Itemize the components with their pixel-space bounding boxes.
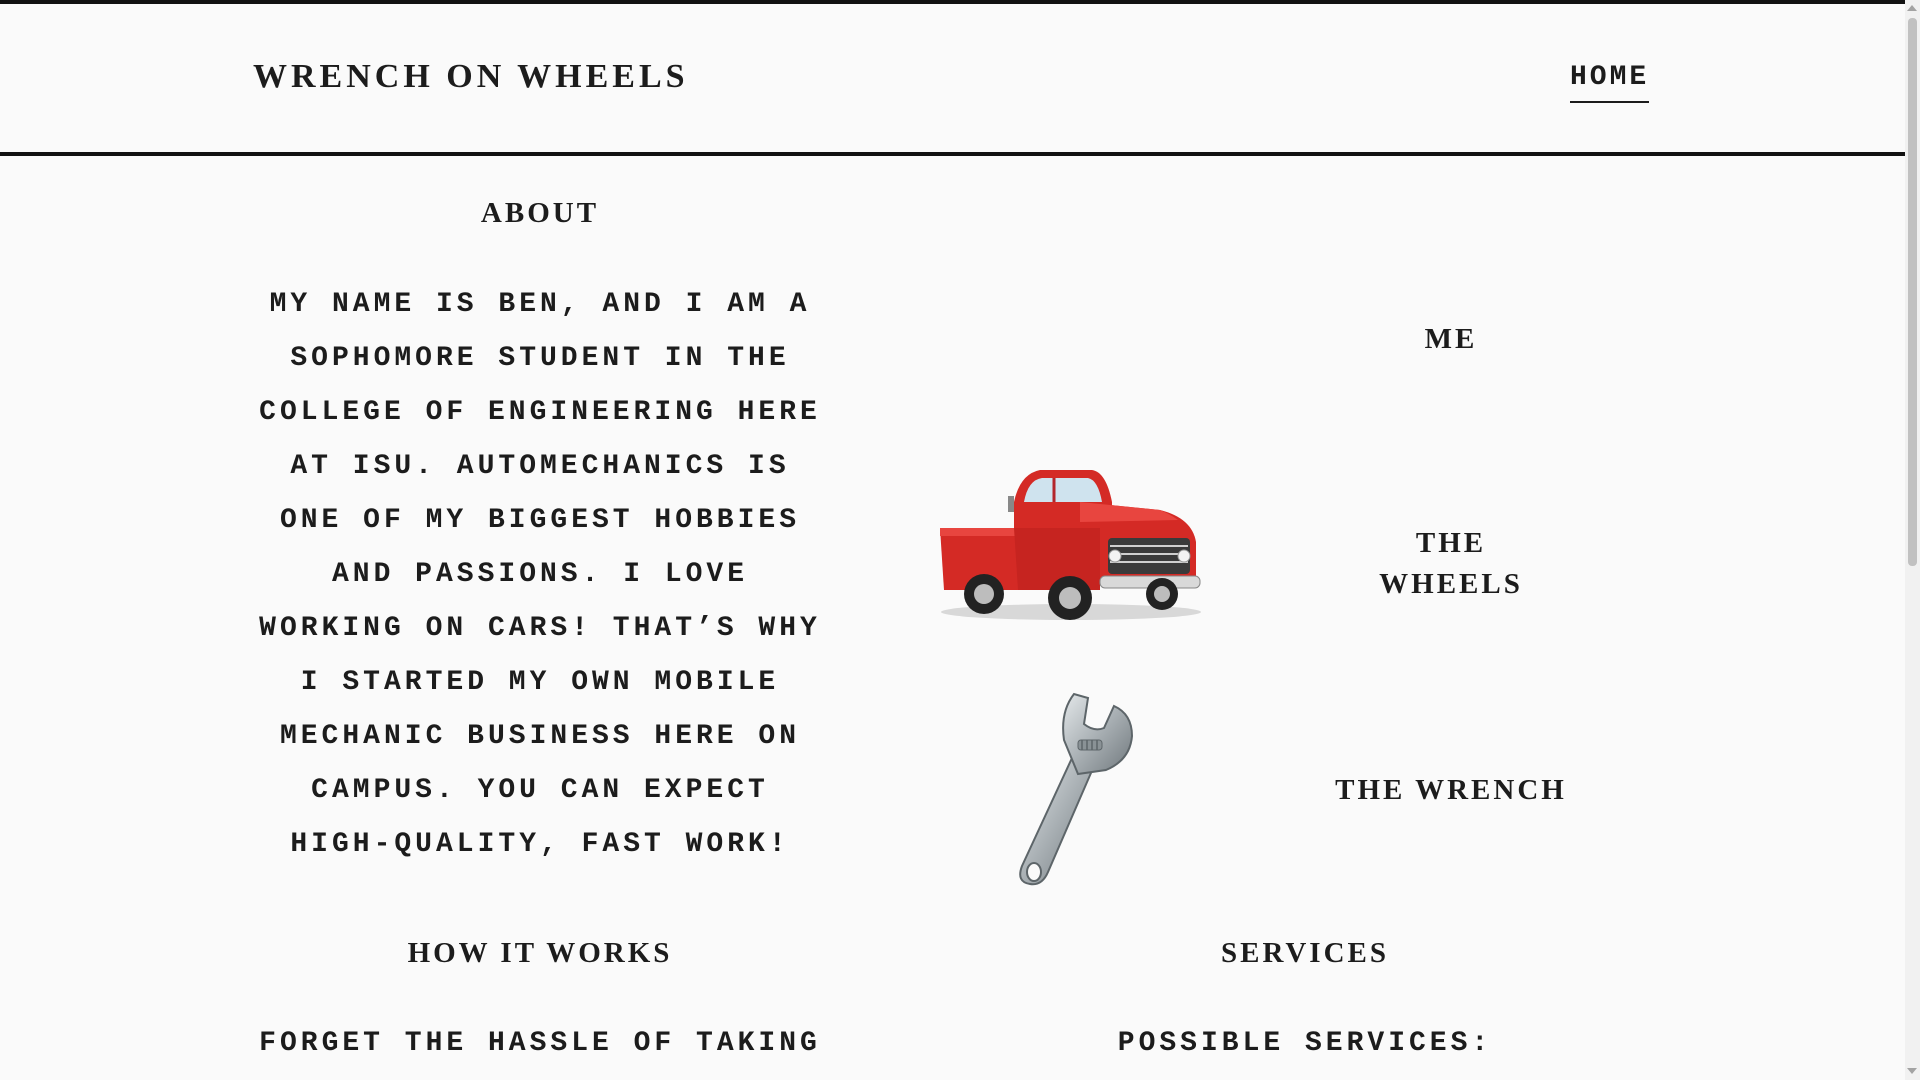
me-label: ME	[1424, 323, 1478, 355]
scroll-down-arrow-icon[interactable]	[1907, 1068, 1917, 1074]
scrollbar-thumb[interactable]	[1908, 18, 1917, 566]
about-body: MY NAME IS BEN, AND I AM A SOPHOMORE STUDENT IN THE COLLEGE OF ENGINEERING HERE AT ISU. AUTOMECHANICS IS ONE OF MY BIGGEST HOBBIES AND PASSIONS. I LOVE WORKING ON CARS! THAT’S WHY I STARTED MY OWN MOBILE MECHANIC BUSINESS HERE ON CAMPUS. YOU CAN EXPECT HIGH-QUALITY, FAST WORK!	[259, 289, 821, 860]
wrench-label: THE WRENCH	[1335, 774, 1567, 806]
how-it-works-title: HOW IT WORKS	[407, 937, 673, 969]
nav-home-link[interactable]: HOME	[1570, 62, 1649, 103]
site-header	[0, 4, 1905, 156]
services-body: POSSIBLE SERVICES:	[1117, 1028, 1493, 1059]
wheels-label: THE WHEELS	[1379, 527, 1523, 600]
how-it-works-body: FORGET THE HASSLE OF TAKING	[259, 1028, 821, 1059]
scroll-up-arrow-icon[interactable]	[1907, 5, 1917, 11]
site-brand[interactable]: WRENCH ON WHEELS	[253, 58, 689, 95]
adjustable-wrench-image	[1002, 688, 1138, 888]
about-title: ABOUT	[480, 197, 600, 229]
services-title: SERVICES	[1220, 937, 1390, 969]
red-pickup-truck-image	[930, 462, 1212, 622]
